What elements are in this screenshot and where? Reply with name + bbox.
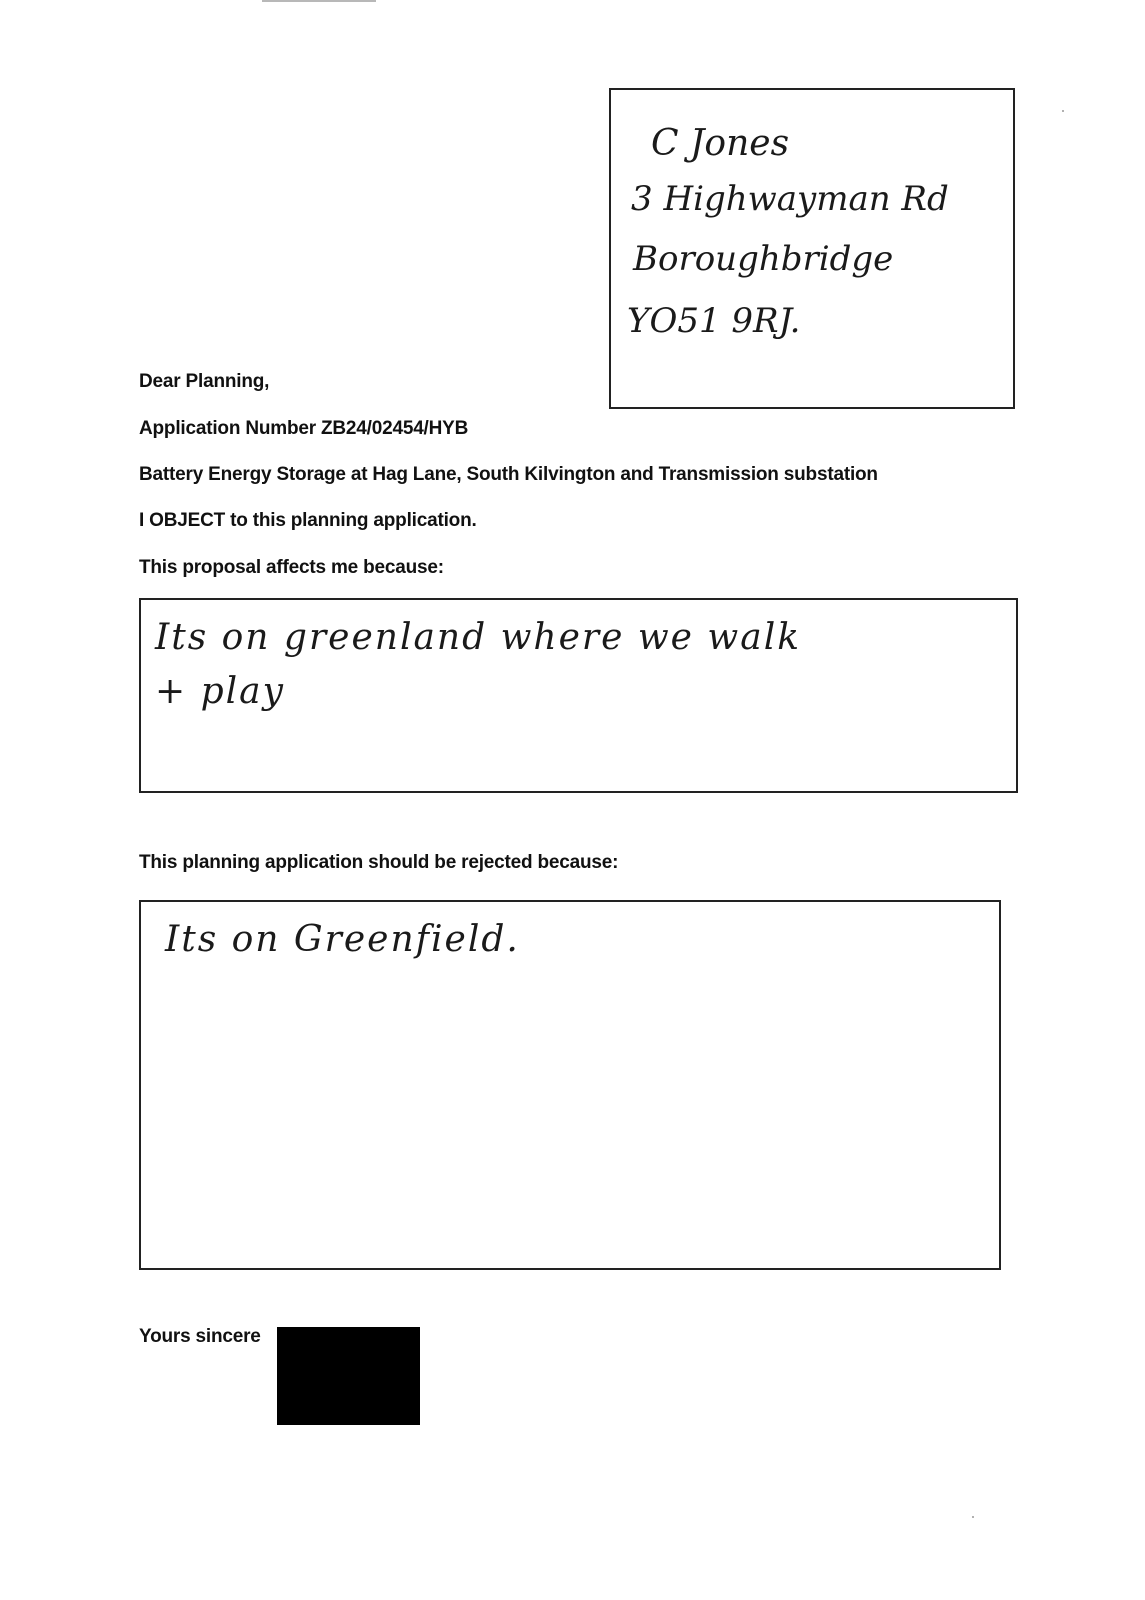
top-rule: [262, 0, 376, 2]
address-street: 3 Highwayman Rd: [631, 179, 949, 219]
address-postcode: YO51 9RJ.: [627, 301, 801, 341]
affects-answer-box: [139, 598, 1018, 793]
reject-answer-box: [139, 900, 1001, 1270]
address-box: [609, 88, 1015, 409]
address-town: Boroughbridge: [633, 239, 894, 279]
salutation: Dear Planning,: [139, 371, 270, 392]
signoff: Yours sincere: [139, 1326, 261, 1347]
scan-speck: [1062, 110, 1064, 112]
reject-answer: Its on Greenfield.: [165, 919, 520, 960]
address-name: C Jones: [651, 123, 790, 164]
application-subject: Battery Energy Storage at Hag Lane, South Kilvington and Transmission substation: [139, 464, 878, 485]
affects-prompt: This proposal affects me because:: [139, 557, 444, 578]
affects-answer-line-2: + play: [155, 671, 285, 712]
redaction-block: [277, 1327, 420, 1425]
scan-speck: [972, 1516, 974, 1518]
affects-answer-line-1: Its on greenland where we walk: [155, 617, 802, 658]
application-number: Application Number ZB24/02454/HYB: [139, 418, 469, 439]
objection-statement: I OBJECT to this planning application.: [139, 510, 477, 531]
reject-prompt: This planning application should be rejected because:: [139, 852, 619, 873]
